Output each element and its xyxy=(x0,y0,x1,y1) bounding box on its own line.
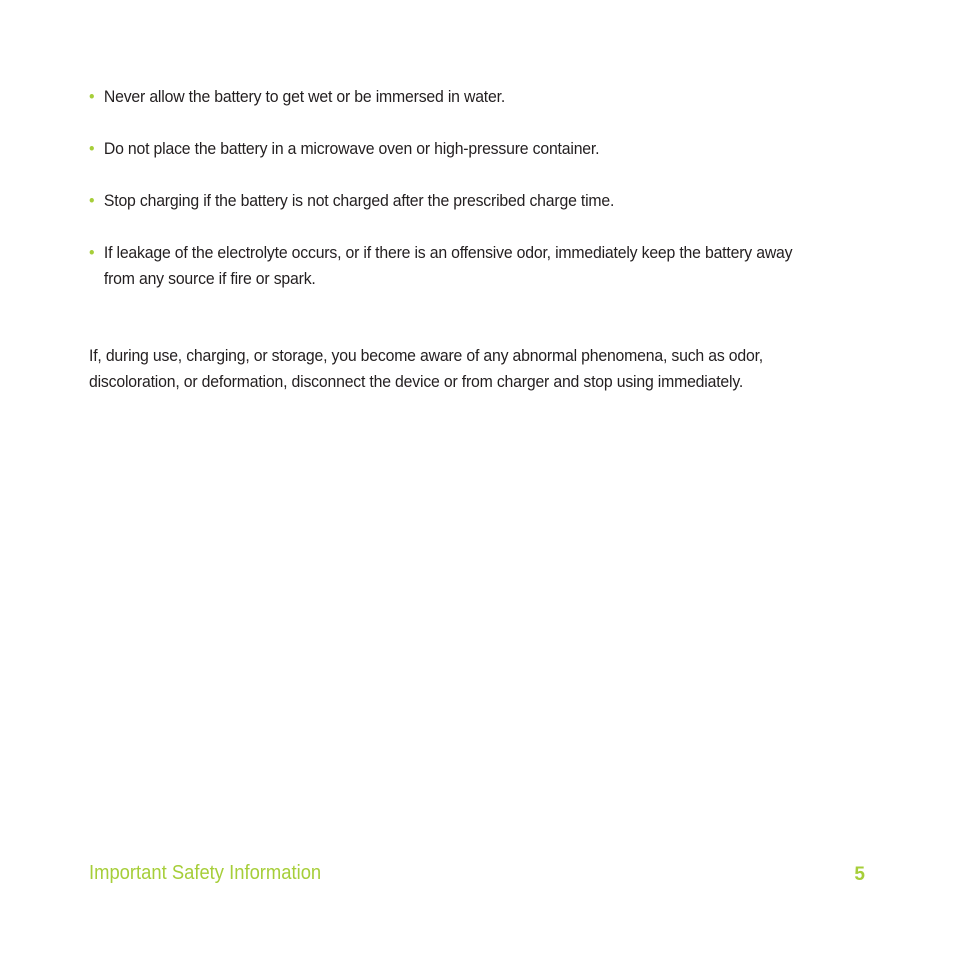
footer-section-title: Important Safety Information xyxy=(89,862,322,884)
safety-bullet-list xyxy=(89,84,849,292)
bullet-item xyxy=(89,136,796,162)
bullet-text: If leakage of the electrolyte occurs, or if there is an offensive odor, immediately keep the battery away from any source if fire or spark. xyxy=(103,243,793,288)
bullet-dot-icon: • xyxy=(89,243,95,262)
bullet-item xyxy=(89,188,796,214)
bullet-text: Never allow the battery to get wet or be immersed in water. xyxy=(103,87,506,106)
bullet-text: Stop charging if the battery is not charged after the prescribed charge time. xyxy=(103,191,615,210)
abnormal-phenomena-paragraph: If, during use, charging, or storage, you become aware of any abnormal phenomena, such as odor, discoloration, or deformation, disconnect the device or from charger and stop using immediately. xyxy=(89,346,764,391)
bullet-dot-icon: • xyxy=(89,139,95,158)
bullet-dot-icon: • xyxy=(89,87,95,106)
bullet-text: Do not place the battery in a microwave oven or high-pressure container. xyxy=(103,139,600,158)
bullet-dot-icon: • xyxy=(89,191,95,210)
bullet-item xyxy=(89,84,796,110)
page-number: 5 xyxy=(854,864,865,885)
bullet-item xyxy=(89,240,796,292)
